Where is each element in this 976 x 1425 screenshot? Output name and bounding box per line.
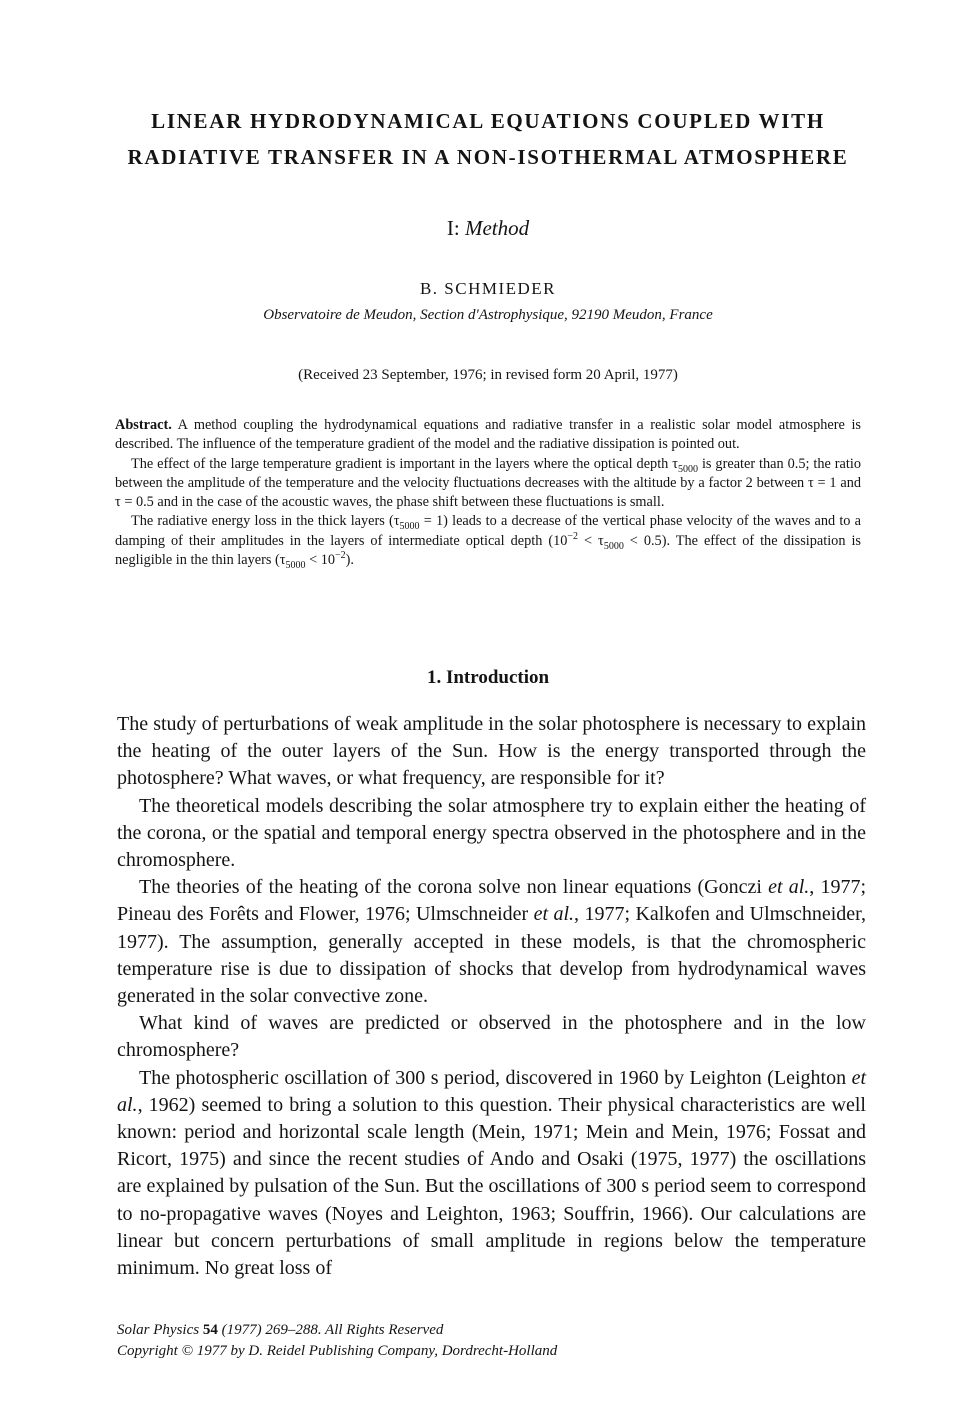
body-text-run: , 1977; Pineau des Forêts and Flower, 1976; Ulmschneider bbox=[117, 876, 867, 926]
subscript: 5000 bbox=[678, 463, 699, 475]
citation-etal: et al. bbox=[533, 903, 575, 926]
abstract-text: < 10 bbox=[305, 552, 336, 569]
body-text-run: The photospheric oscillation of 300 s period, discovered in 1960 by Leighton (Leighton bbox=[139, 1066, 852, 1089]
abstract-text: is greater than 0.5; the ratio between the amplitude of the temperature and the velocity fluctuations decreases with the altitude by a factor 2 between τ = 1 and τ = 0.5 and in the case of the acoustic waves, the phase shift between these fluctuations is small. bbox=[115, 455, 861, 511]
body-paragraph: The theoretical models describing the solar atmosphere try to explain either the heating of the corona, or the spatial and temporal energy spectra observed in the photosphere and in the chromosphere. bbox=[117, 794, 866, 872]
copyright-line: Copyright © 1977 by D. Reidel Publishing Company, Dordrecht-Holland bbox=[117, 1343, 558, 1359]
citation-etal: et al. bbox=[768, 876, 810, 899]
abstract-text: The radiative energy loss in the thick layers (τ bbox=[131, 513, 400, 530]
part-number: I: bbox=[446, 216, 460, 240]
abstract-text: A method coupling the hydrodynamical equations and radiative transfer in a realistic solar model atmosphere is described. The influence of the temperature gradient of the model and the radiative dissipation is pointed out. bbox=[115, 417, 862, 453]
section-heading: 1. Introduction bbox=[426, 667, 550, 688]
body-text-run: The theories of the heating of the corona solve non linear equations (Gonczi bbox=[139, 876, 769, 899]
journal-name: Solar Physics bbox=[117, 1322, 200, 1338]
citation-etal: et al. bbox=[117, 1066, 866, 1116]
body-paragraph bbox=[117, 874, 866, 1010]
body-paragraph bbox=[117, 1065, 866, 1283]
abstract-text: < τ bbox=[578, 532, 604, 549]
body-text bbox=[117, 711, 866, 1282]
abstract-paragraph bbox=[115, 416, 861, 455]
part-name: Method bbox=[464, 216, 530, 240]
journal-details: (1977) 269–288. All Rights Reserved bbox=[221, 1322, 444, 1338]
author-affiliation: Observatoire de Meudon, Section d'Astrophysique, 92190 Meudon, France bbox=[263, 307, 713, 323]
body-paragraph: The study of perturbations of weak amplitude in the solar photosphere is necessary to explain the heating of the outer layers of the Sun. How is the energy transported through the photosphere? What waves, or what frequency, are responsible for it? bbox=[117, 713, 866, 790]
superscript: −2 bbox=[567, 531, 579, 543]
abstract-text: = 1) leads to a decrease of the vertical phase velocity of the waves and to a damping of their amplitudes in the layers of intermediate optical depth (10 bbox=[115, 513, 861, 549]
body-text-run: , 1977; Kalkofen and Ulmschneider, 1977). The assumption, generally accepted in these models, is that the chromospheric temperature rise is due to dissipation of shocks that develop from hydrodynamical waves generated in the solar convective zone. bbox=[117, 903, 867, 1008]
abstract-text: ). bbox=[345, 552, 355, 569]
received-dates: (Received 23 September, 1976; in revised form 20 April, 1977) bbox=[298, 367, 678, 383]
subscript: 5000 bbox=[399, 521, 420, 533]
journal-citation bbox=[117, 1320, 557, 1341]
abstract-text: The effect of the large temperature gradient is important in the layers where the optical depth τ bbox=[131, 455, 679, 472]
abstract-text: < 0.5). The effect of the dissipation is negligible in the thin layers (τ bbox=[115, 532, 861, 569]
body-text-run: , 1962) seemed to bring a solution to this question. Their physical characteristics are well known: period and horizontal scale length (Mein, 1971; Mein and Mein, 1976; Fossat and Ricort, 1975) and since the recent studies of Ando and Osaki (1975, 1977) the oscillations are explained by pulsation of the Sun. But the oscillations of 300 s period seem to correspond to no-propagative waves (Noyes and Leighton, 1963; Souffrin, 1966). Our calculations are linear but concern perturbations of small amplitude in regions below the temperature minimum. No great loss of bbox=[117, 1093, 866, 1280]
subscript: 5000 bbox=[285, 559, 306, 571]
abstract-label: Abstract. bbox=[115, 417, 172, 433]
journal-volume: 54 bbox=[202, 1322, 218, 1338]
abstract-paragraph bbox=[115, 455, 861, 513]
paper-subtitle bbox=[0, 214, 976, 242]
subscript: 5000 bbox=[603, 540, 624, 552]
author-name: B. SCHMIEDER bbox=[419, 279, 557, 298]
abstract-paragraph bbox=[115, 512, 861, 570]
superscript: −2 bbox=[335, 550, 346, 562]
paper-title: LINEAR HYDRODYNAMICAL EQUATIONS COUPLED WITH RADIATIVE TRANSFER IN A NON-ISOTHERMAL ATMOSPHERE bbox=[127, 109, 849, 169]
page-footer bbox=[117, 1320, 557, 1362]
abstract bbox=[115, 416, 861, 570]
body-paragraph: What kind of waves are predicted or observed in the photosphere and in the low chromosphere? bbox=[117, 1012, 866, 1062]
